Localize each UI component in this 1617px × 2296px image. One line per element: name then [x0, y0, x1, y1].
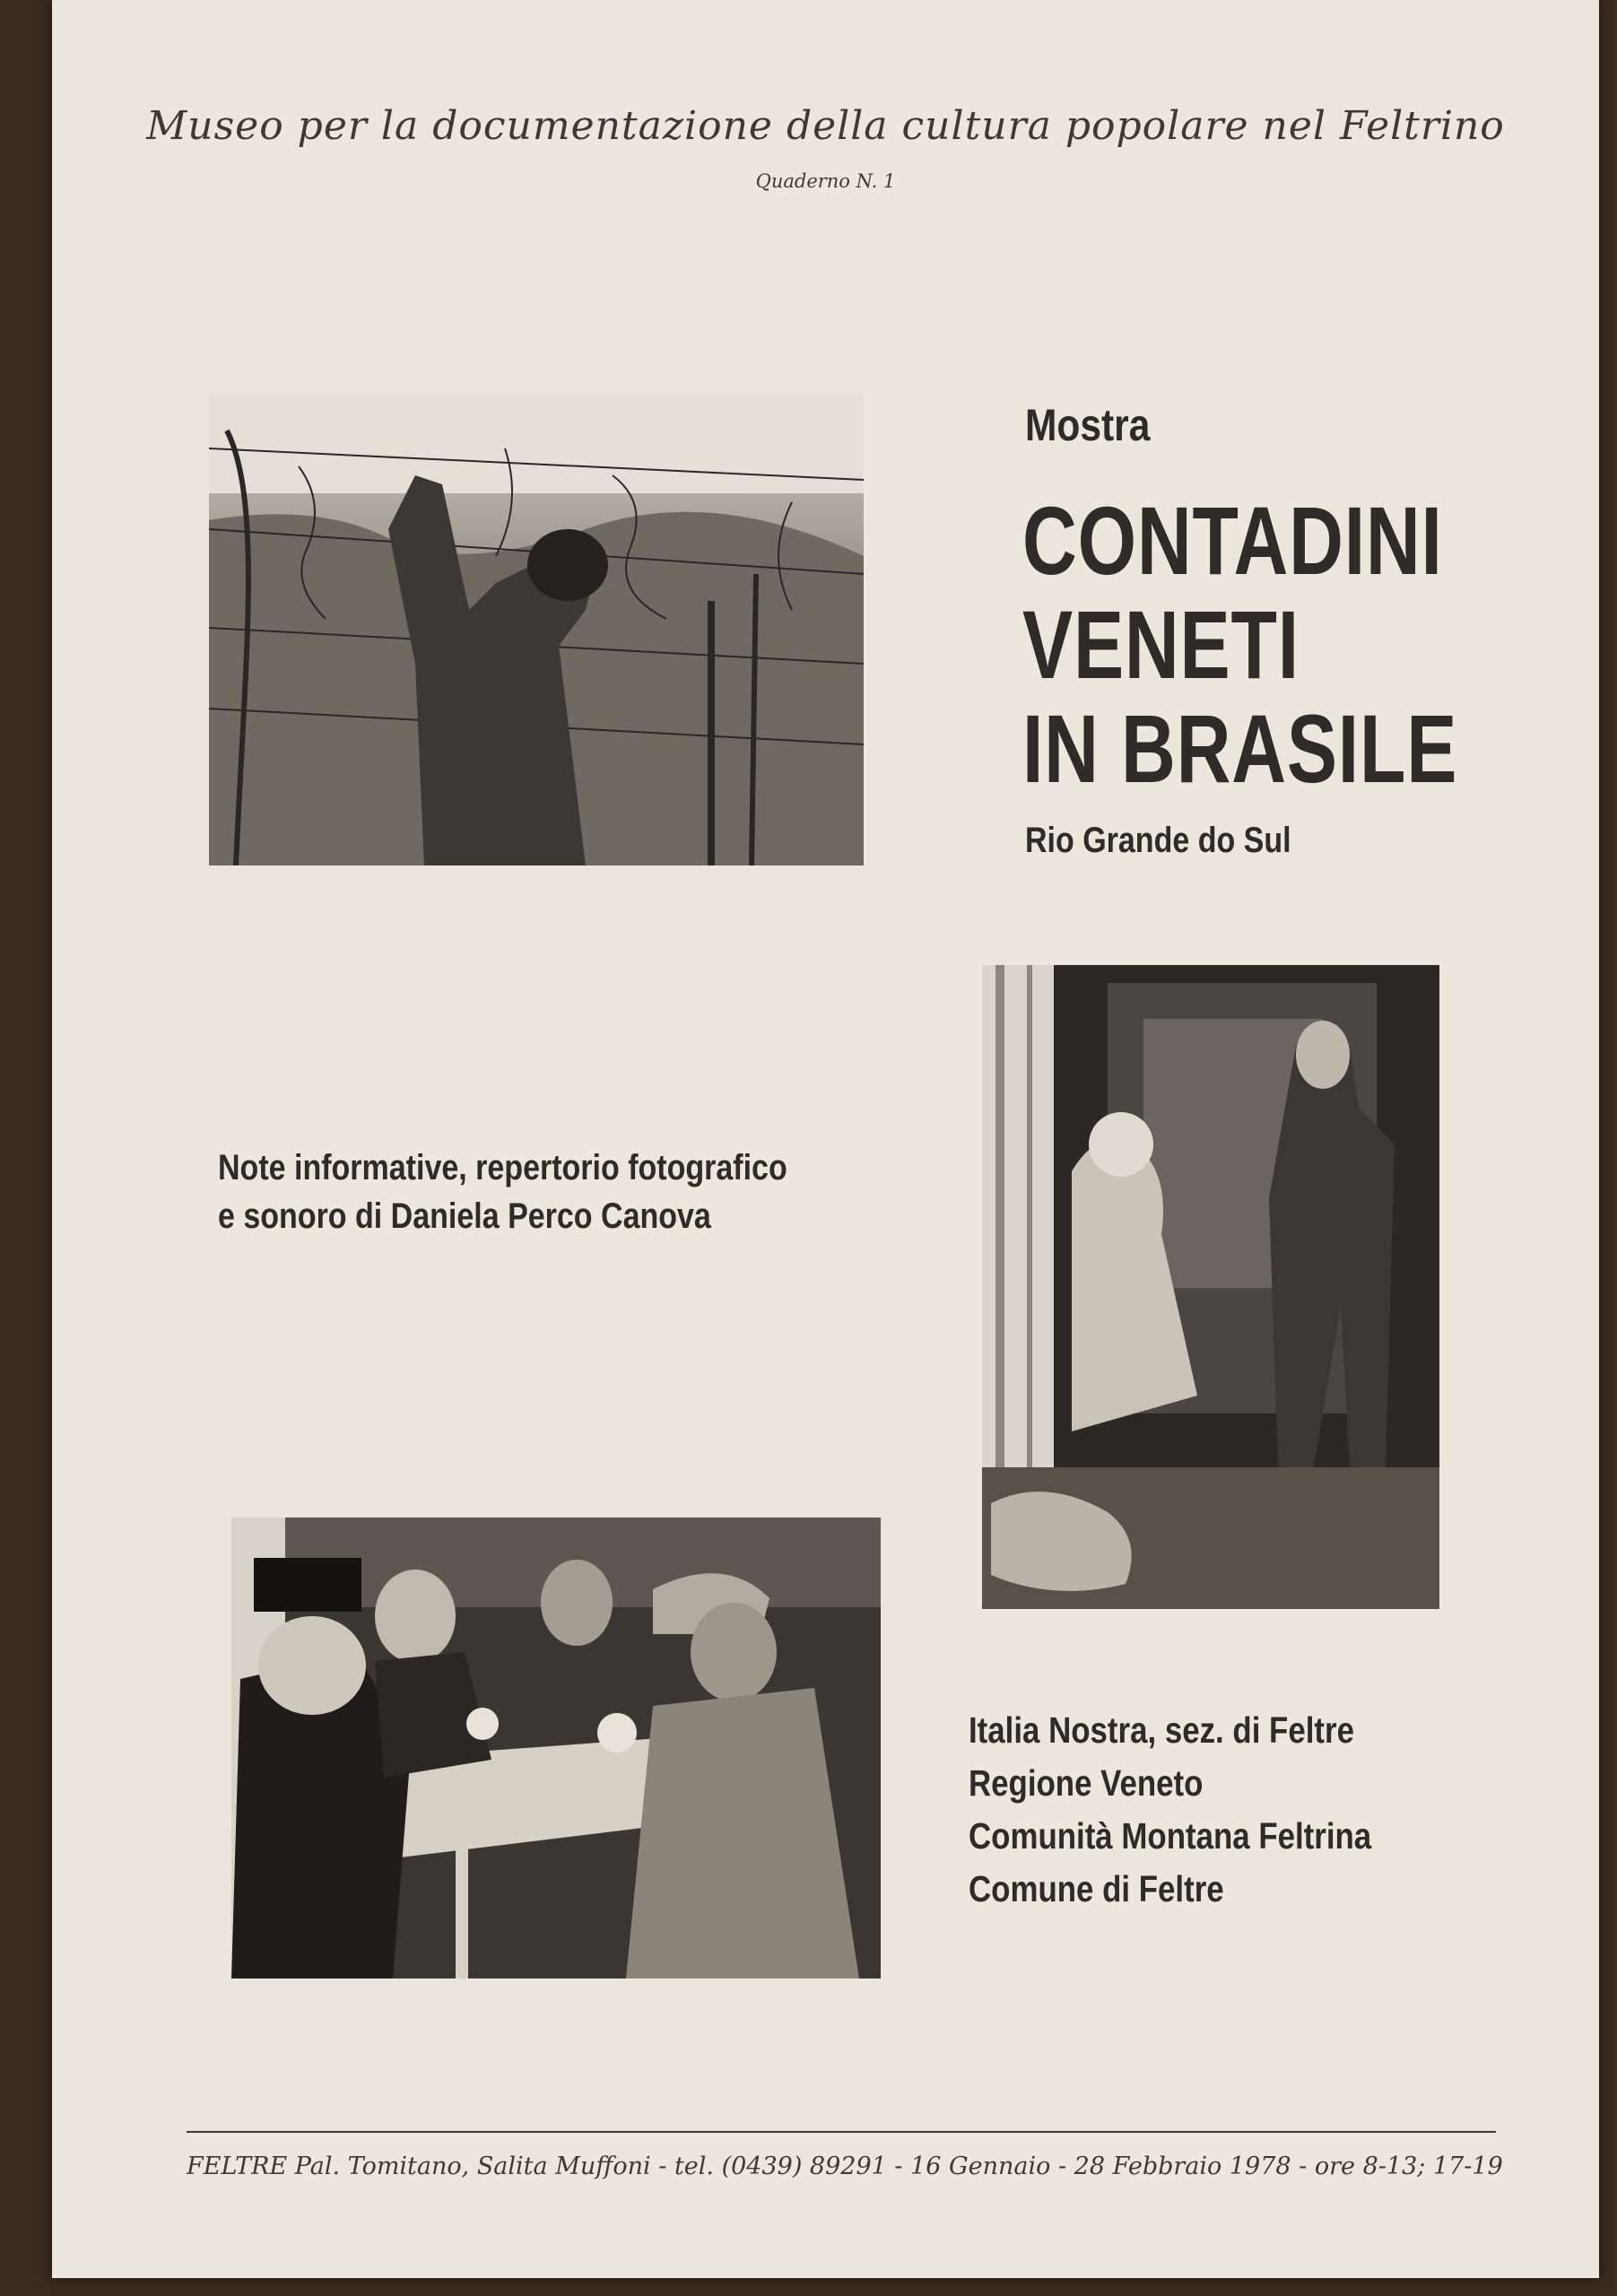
title-line-3: IN BRASILE — [1022, 694, 1458, 803]
footer-divider — [187, 2131, 1496, 2133]
vineyard-photo — [209, 395, 864, 865]
portrait-photo — [982, 965, 1439, 1609]
sponsor-item: Comune di Feltre — [969, 1868, 1224, 1909]
sponsor-item: Regione Veneto — [969, 1762, 1204, 1804]
notes-credits — [218, 1144, 787, 1240]
card-players-photo — [231, 1518, 881, 1979]
document-page — [52, 0, 1599, 2278]
footer-info: FELTRE Pal. Tomitano, Salita Muffoni - tel. (0439) 89291 - 16 Gennaio - 28 Febbraio 1978 - ore 8-13; 17-19 — [187, 2152, 1503, 2180]
sponsor-item: Comunità Montana Feltrina — [969, 1815, 1372, 1857]
title-line-1: CONTADINI — [1022, 486, 1443, 595]
notes-line-2: e sonoro di Daniela Perco Canova — [218, 1196, 711, 1236]
museum-header: Museo per la documentazione della cultura popolare nel Feltrino — [146, 103, 1505, 149]
issue-label: Quaderno N. 1 — [755, 170, 896, 192]
title-line-2: VENETI — [1022, 590, 1300, 699]
exhibition-subtitle: Rio Grande do Sul — [1025, 821, 1291, 860]
exhibition-title — [1022, 486, 1458, 803]
notes-line-1: Note informative, repertorio fotografico — [218, 1148, 787, 1187]
sponsors-list — [969, 1704, 1371, 1916]
sponsor-item: Italia Nostra, sez. di Feltre — [969, 1709, 1354, 1751]
exhibition-kicker: Mostra — [1025, 400, 1151, 450]
